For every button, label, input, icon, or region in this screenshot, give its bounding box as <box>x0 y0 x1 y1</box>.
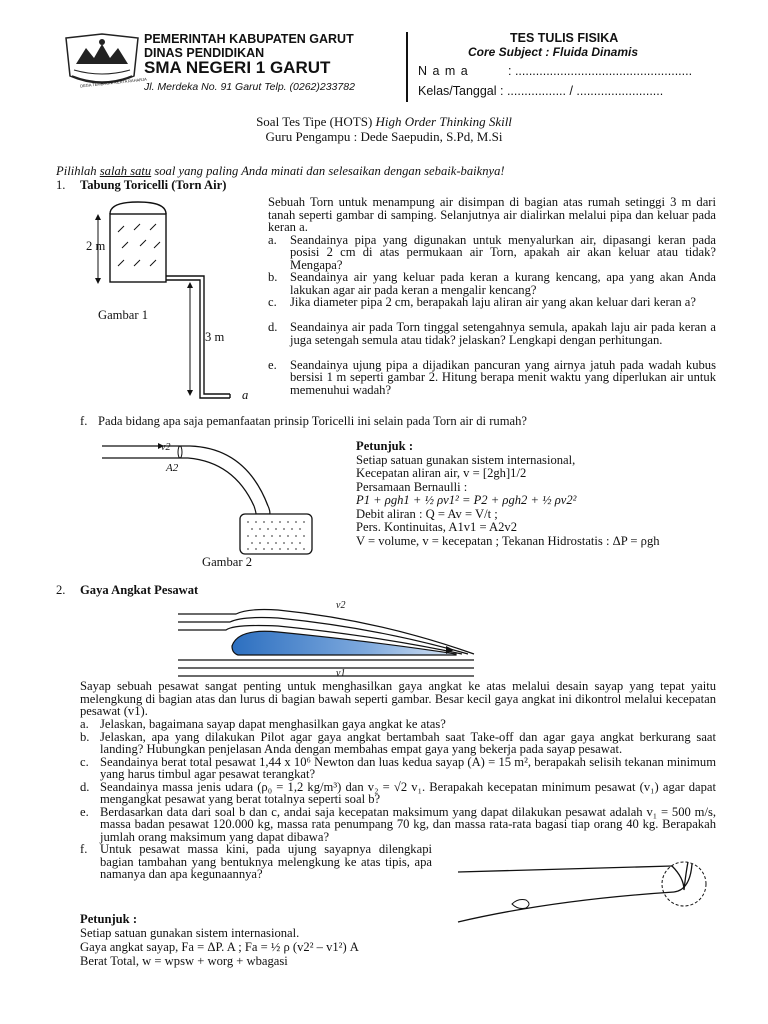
class-date-field[interactable]: Kelas/Tanggal : ................. / ......................... <box>418 84 664 98</box>
q1-number: 1. <box>56 178 66 192</box>
q1-hint-symbols: V = volume, v = kecepatan ; Tekanan Hidrostatis : ΔP = ρgh <box>356 533 660 548</box>
q2-title: Gaya Angkat Pesawat <box>80 583 199 597</box>
q1-hint-continuity: Pers. Kontinuitas, A1v1 = A2v2 <box>356 520 518 534</box>
q1-hint-velocity: Kecepatan aliran air, v = [2gh]1/2 <box>356 466 527 480</box>
q2-hint-title: Petunjuk : <box>80 912 138 926</box>
q2-item-c: c. Seandainya berat total pesawat 1,44 x 10⁶ Newton dan luas kedua sayap (A) = 15 m², berapakah selisih tekanan minimum yang harus timbul agar pesawat terangkat? <box>80 754 716 781</box>
teacher: Guru Pengampu : Dede Saepudin, S.Pd, M.Si <box>265 129 503 144</box>
q1-item-f: Pada bidang apa saja pemanfaatan prinsip Toricelli ini selain pada Torn air di rumah? <box>98 414 527 428</box>
fig1-height-tank: 2 m <box>86 239 106 253</box>
instruction: Pilihlah salah satu soal yang paling Anda minati dan selesaikan dengan sebaik-baiknya! <box>56 164 505 178</box>
figure-winglet <box>452 860 714 930</box>
q2-hint-lift: Gaya angkat sayap, Fa = ΔP. A ; Fa = ½ ρ (v2² – v1²) A <box>80 940 359 954</box>
fig1-caption: Gambar 1 <box>98 308 149 322</box>
fig2-velocity-label: v2 <box>161 442 171 453</box>
q2-item-f: f. Untuk pesawat massa kini, pada ujung sayapnya dilengkapi bagian tambahan yang bentuknya melengkung ke atas tipis, apa namanya dan apa kegunaannya? <box>80 842 432 881</box>
q1-item-b: b. Seandainya air yang keluar pada keran a kurang kencang, apa yang akan Anda lakukan agar air pada keran a mengalir kencang? <box>268 270 716 297</box>
figure-torricelli-tank <box>80 196 260 406</box>
subject: Core Subject : Fluida Dinamis <box>468 45 639 59</box>
q2-item-a: a. Jelaskan, bagaimana sayap dapat menghasilkan gaya angkat ke atas? <box>80 717 446 731</box>
wing-v2-label: v2 <box>336 600 346 611</box>
gov-name: PEMERINTAH KABUPATEN GARUT <box>144 32 354 46</box>
figure-wing-airfoil <box>178 598 478 680</box>
q1-item-f-label: f. <box>80 414 88 428</box>
q2-items <box>80 718 716 881</box>
q2-item-e: e. Berdasarkan data dari soal b dan c, andai saja kecepatan maksimum yang dapat dilakukan pesawat adalah v₁ = 500 m/s, massa badan pesawat 120.000 kg, massa rata penumpang 70 kg, dan massa rata-rata bagasi tiap orang 40 kg. Berapakah jumlah orang maksimum yang dapat dibawa? <box>80 804 716 844</box>
q1-item-e: e. Seandainya ujung pipa a dijadikan pancuran yang airnya jatuh pada wadah kubus bersisi 1 m seperti gambar 2. Hitung berapa menit waktu yang diperlukan air untuk memenuhui wadah? <box>268 357 716 397</box>
q2-hint-weight: Berat Total, w = wpsw + worg + wbagasi <box>80 954 288 968</box>
header-divider <box>406 32 408 102</box>
school-address: Jl. Merdeka No. 91 Garut Telp. (0262)233782 <box>144 81 355 93</box>
name-label: N a m a <box>418 64 469 78</box>
q1-item-c: c. Jika diameter pipa 2 cm, berapakah laju aliran air yang akan keluar dari keran a? <box>268 295 696 309</box>
q1-hint-bernoulli: P1 + ρgh1 + ½ ρv1² = P2 + ρgh2 + ½ ρv2² <box>356 493 577 507</box>
fig2-area-label: A2 <box>166 462 179 474</box>
q1-item-d: d. Seandainya air pada Torn tinggal setengahnya semula, apakah laju air pada keran a juga setengah semula atau tidak? jelaskan? Lengkapi dengan perhitungan. <box>268 320 716 347</box>
q1-hint <box>356 440 660 548</box>
figure-water-tub <box>96 434 336 564</box>
q2-item-d: d. Seandainya massa jenis udara (ρ₀ = 1,2 kg/m³) dan v₂ = √2 v₁. Berapakah kecepatan minimum pesawat (v₁) agar dapat mengangkat pesawat yang berat totalnya seperti soal b? <box>80 779 716 806</box>
wing-v1-label: v1 <box>336 668 346 679</box>
school-name: SMA NEGERI 1 GARUT <box>144 58 331 77</box>
q2-intro: Sayap sebuah pesawat sangat penting untuk menghasilkan gaya angkat ke atas melalui desain sayap yang tepat yaitu melengkung di bagian atas dan lurus di bagian bawah seperti gambar. Besar kecil gaya angkat ini dikontrol melalui kecepatan pesawat (v1). <box>80 679 716 718</box>
test-title: TES TULIS FISIKA <box>510 31 619 45</box>
page-title: Soal Tes Tipe (HOTS) High Order Thinking Skill <box>256 114 512 129</box>
q1-hint-bernoulli-label: Persamaan Bernaulli : <box>356 479 468 494</box>
q1-title: Tabung Toricelli (Torn Air) <box>80 178 227 192</box>
name-field[interactable]: : ................................................... <box>508 64 693 78</box>
q1-hint-debit: Debit aliran : Q = Av = V/t ; <box>356 506 498 521</box>
q2-number: 2. <box>56 583 66 597</box>
q2-hint-units: Setiap satuan gunakan sistem internasional. <box>80 926 300 940</box>
q1-intro: Sebuah Torn untuk menampung air disimpan di bagian atas rumah setinggi 3 m dari tanah seperti gambar di samping. Selanjutnya air dialirkan melalui pipa dan keluar pada keran a. <box>268 195 716 234</box>
q2-item-b: b. Jelaskan, apa yang dilakukan Pilot agar gaya angkat bertambah saat Take-off dan agar gaya angkat berkurang saat landing? Hubungkan penjelasan Anda dengan membahas empat gaya yang bekerja pada sayap pesawat. <box>80 729 716 756</box>
fig1-height-pipe: 3 m <box>205 330 225 344</box>
fig2-caption: Gambar 2 <box>202 555 253 569</box>
logo-banner-text: DEGA TEMBRONI KERTA RAHARJA <box>79 76 147 89</box>
dept-name: DINAS PENDIDIKAN <box>144 46 265 60</box>
q1-hint-title: Petunjuk : <box>356 439 414 453</box>
q1-hint-units: Setiap satuan gunakan sistem internasional, <box>356 452 576 467</box>
q1-items <box>268 234 716 397</box>
q1-item-a: a. Seandainya pipa yang digunakan untuk menyalurkan air, dipasangi keran pada posisi 2 cm di atas permukaan air Torn, apakah air akan keluar atau tidak? Mengapa? <box>268 232 716 272</box>
fig1-tap-label: a <box>242 388 249 402</box>
q2-hint <box>80 913 359 969</box>
